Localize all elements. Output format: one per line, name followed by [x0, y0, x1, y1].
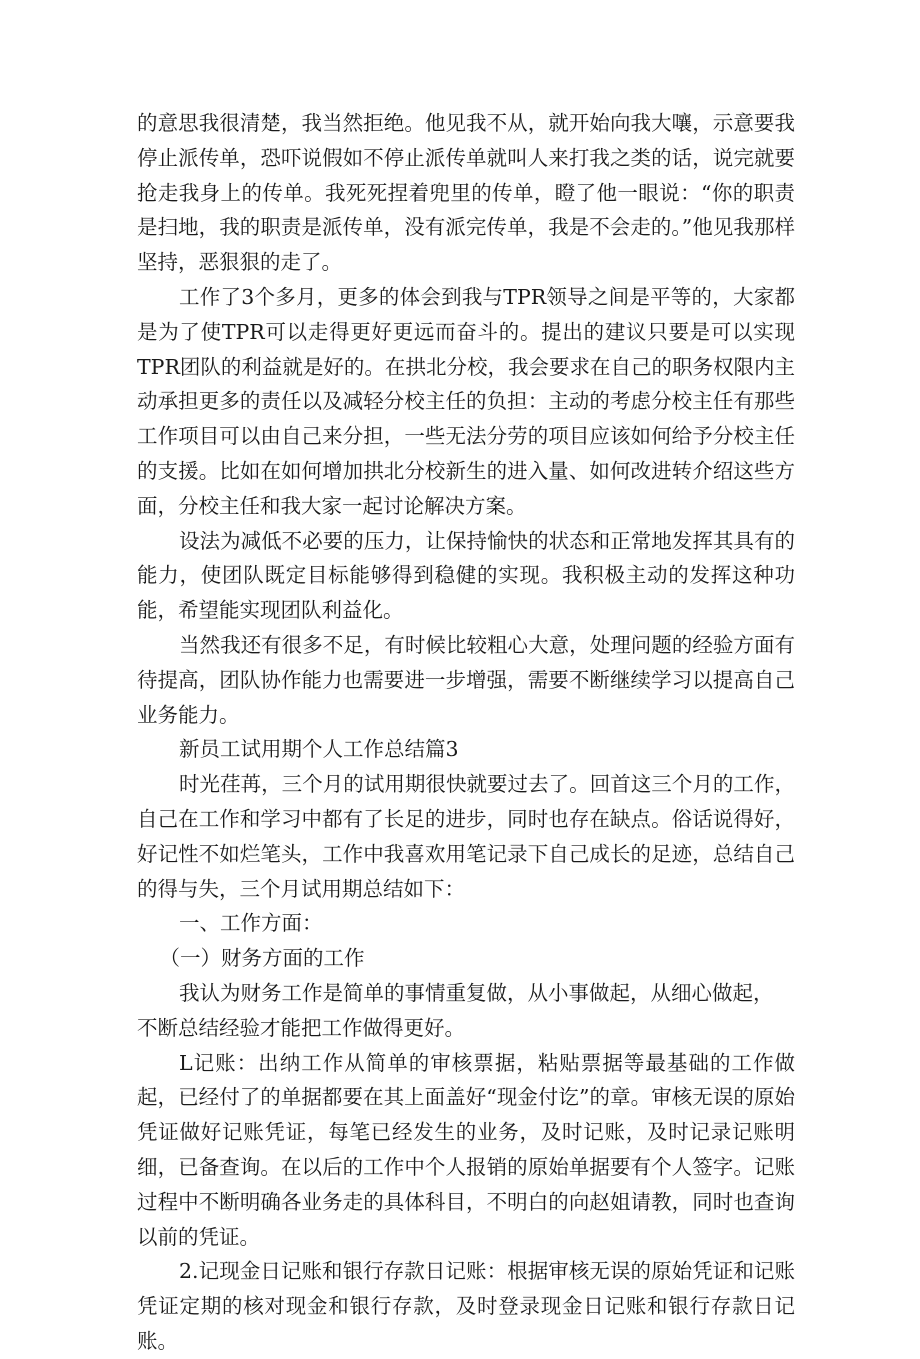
paragraph-reduce-pressure: 设法为减低不必要的压力，让保持愉快的状态和正常地发挥其具有的能力，使团队既定目标能够得到稳健的实现。我积极主动的发挥这种功能，希望能实现团队利益化。	[137, 528, 795, 623]
heading-work-aspect: 一、工作方面：	[179, 911, 323, 936]
heading-finance-work: （一）财务方面的工作	[159, 946, 365, 971]
paragraph-work-experience: 工作了3个多月，更多的体会到我与TPR领导之间是平等的，大家都是为了使TPR可以走得更好更远而奋斗的。提出的建议只要是可以实现TPR团队的利益就是好的。在拱北分校，我会要求在自己的职务权限内主动承担更多的责任以及减轻分校主任的负担：主动的考虑分校主任有那些工作项目可以由自己来分担，一些无法分劳的项目应该如何给予分校主任的支援。比如在如何增加拱北分校新生的进入量、如何改进转介绍这些方面，分校主任和我大家一起讨论解决方案。	[137, 284, 795, 518]
paragraph-cash-journal: 2.记现金日记账和银行存款日记账：根据审核无误的原始凭证和记账凭证定期的核对现金和银行存款，及时登录现金日记账和银行存款日记账。	[137, 1259, 795, 1353]
document-body	[137, 106, 795, 1359]
paragraph-finance-view: 我认为财务工作是简单的事情重复做，从小事做起，从细心做起，	[179, 980, 774, 1005]
paragraph-intro: 时光荏苒，三个月的试用期很快就要过去了。回首这三个月的工作，自己在工作和学习中都有了长足的进步，同时也存在缺点。俗话说得好，好记性不如烂笔头，工作中我喜欢用笔记录下自己成长的足迹，总结自己的得与失，三个月试用期总结如下：	[137, 772, 795, 901]
paragraph-bookkeeping: L记账：出纳工作从简单的审核票据，粘贴票据等最基础的工作做起，已经付了的单据都要在其上面盖好“现金付讫”的章。审核无误的原始凭证做好记账凭证，每笔已经发生的业务，及时记账，及时记录记账明细，已备查询。在以后的工作中个人报销的原始单据要有个人签字。记账过程中不断明确各业务走的具体科目，不明白的向赵姐请教，同时也查询以前的凭证。	[137, 1050, 795, 1249]
paragraph-finance-view-cont: 不断总结经验才能把工作做得更好。	[137, 1015, 465, 1040]
section-title: 新员工试用期个人工作总结篇3	[179, 737, 459, 762]
paragraph-continuation: 的意思我很清楚，我当然拒绝。他见我不从，就开始向我大嚷，示意要我停止派传单，恐吓说假如不停止派传单就叫人来打我之类的话，说完就要抢走我身上的传单。我死死捏着兜里的传单，瞪了他一眼说：“你的职责是扫地，我的职责是派传单，没有派完传单，我是不会走的。”他见我那样坚持，恶狠狠的走了。	[137, 111, 795, 275]
paragraph-shortcomings: 当然我还有很多不足，有时候比较粗心大意，处理问题的经验方面有待提高，团队协作能力也需要进一步增强，需要不断继续学习以提高自己业务能力。	[137, 632, 795, 727]
